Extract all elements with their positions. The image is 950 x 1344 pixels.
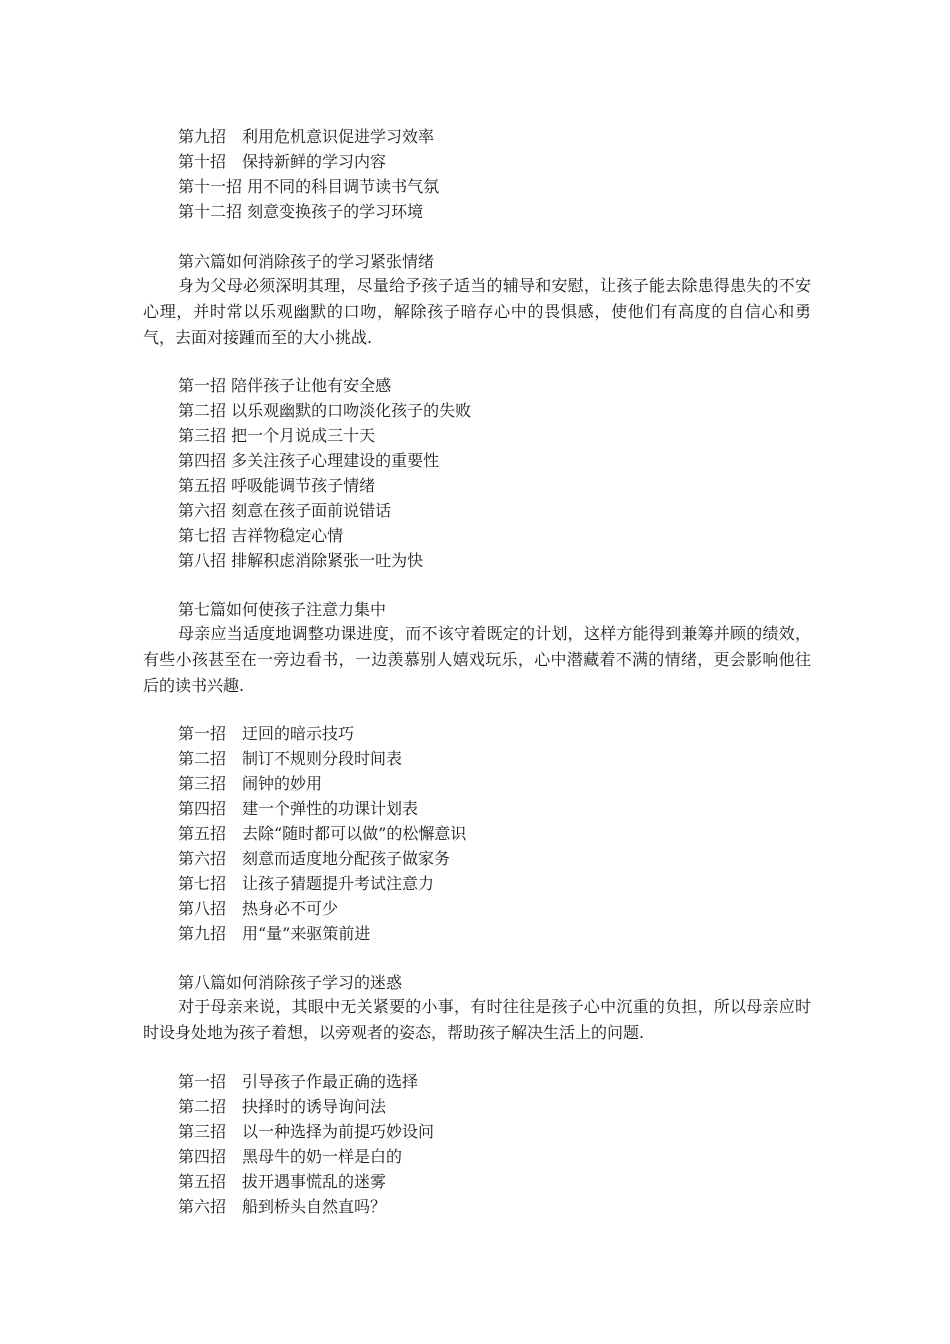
section-title: 第六篇如何消除孩子的学习紧张情绪	[178, 252, 435, 271]
list-item: 第七招 让孩子猜题提升考试注意力	[178, 874, 435, 893]
section-intro: 身为父母必须深明其理，尽量给予孩子适当的辅导和安慰，让孩子能去除患得患失的不安心理，并时常以乐观幽默的口吻，解除孩子暗存心中的畏惧感，使他们有高度的自信心和勇气，去面对接踵而至的大小挑战.	[143, 276, 811, 347]
list-item: 第二招 制订不规则分段时间表	[178, 749, 403, 768]
list-item: 第三招 把一个月说成三十天	[178, 426, 376, 445]
list-item: 第二招 抉择时的诱导询问法	[178, 1097, 387, 1116]
list-item: 第一招 陪伴孩子让他有安全感	[178, 376, 392, 395]
list-item: 第六招 刻意在孩子面前说错话	[178, 501, 392, 520]
list-item: 第七招 吉祥物稳定心情	[178, 526, 344, 545]
section-intro: 对于母亲来说，其眼中无关紧要的小事，有时往往是孩子心中沉重的负担，所以母亲应时时设身处地为孩子着想，以旁观者的姿态，帮助孩子解决生活上的问题.	[143, 997, 811, 1042]
list-item: 第九招 利用危机意识促进学习效率	[178, 127, 435, 146]
list-item: 第四招 建一个弹性的功课计划表	[178, 799, 419, 818]
list-item: 第一招 引导孩子作最正确的选择	[178, 1072, 419, 1091]
section-title: 第八篇如何消除孩子学习的迷惑	[178, 973, 403, 992]
list-item: 第三招 闹钟的妙用	[178, 774, 323, 793]
list-item: 第五招 拔开遇事慌乱的迷雾	[178, 1172, 387, 1191]
list-item: 第五招 呼吸能调节孩子情绪	[178, 476, 376, 495]
list-item: 第八招 排解积虑消除紧张一吐为快	[178, 551, 424, 570]
list-item: 第十二招 刻意变换孩子的学习环境	[178, 202, 424, 221]
list-item: 第十一招 用不同的科目调节读书气氛	[178, 177, 440, 196]
list-item: 第八招 热身必不可少	[178, 899, 339, 918]
list-item: 第六招 刻意而适度地分配孩子做家务	[178, 849, 451, 868]
list-item: 第九招 用“量”来驱策前进	[178, 924, 371, 943]
list-item: 第六招 船到桥头自然直吗？	[178, 1197, 387, 1216]
list-item: 第四招 多关注孩子心理建设的重要性	[178, 451, 440, 470]
list-item: 第五招 去除“随时都可以做”的松懈意识	[178, 824, 467, 843]
list-item: 第四招 黑母牛的奶一样是白的	[178, 1147, 403, 1166]
list-item: 第二招 以乐观幽默的口吻淡化孩子的失败	[178, 401, 472, 420]
section-title: 第七篇如何使孩子注意力集中	[178, 600, 387, 619]
list-item: 第十招 保持新鲜的学习内容	[178, 152, 387, 171]
section-intro: 母亲应当适度地调整功课进度，而不该守着既定的计划，这样方能得到兼筹并顾的绩效，有些小孩甚至在一旁边看书，一边羡慕别人嬉戏玩乐，心中潜藏着不满的情绪，更会影响他往后的读书兴趣.	[143, 624, 811, 695]
list-item: 第一招 迂回的暗示技巧	[178, 724, 355, 743]
list-item: 第三招 以一种选择为前提巧妙设问	[178, 1122, 435, 1141]
